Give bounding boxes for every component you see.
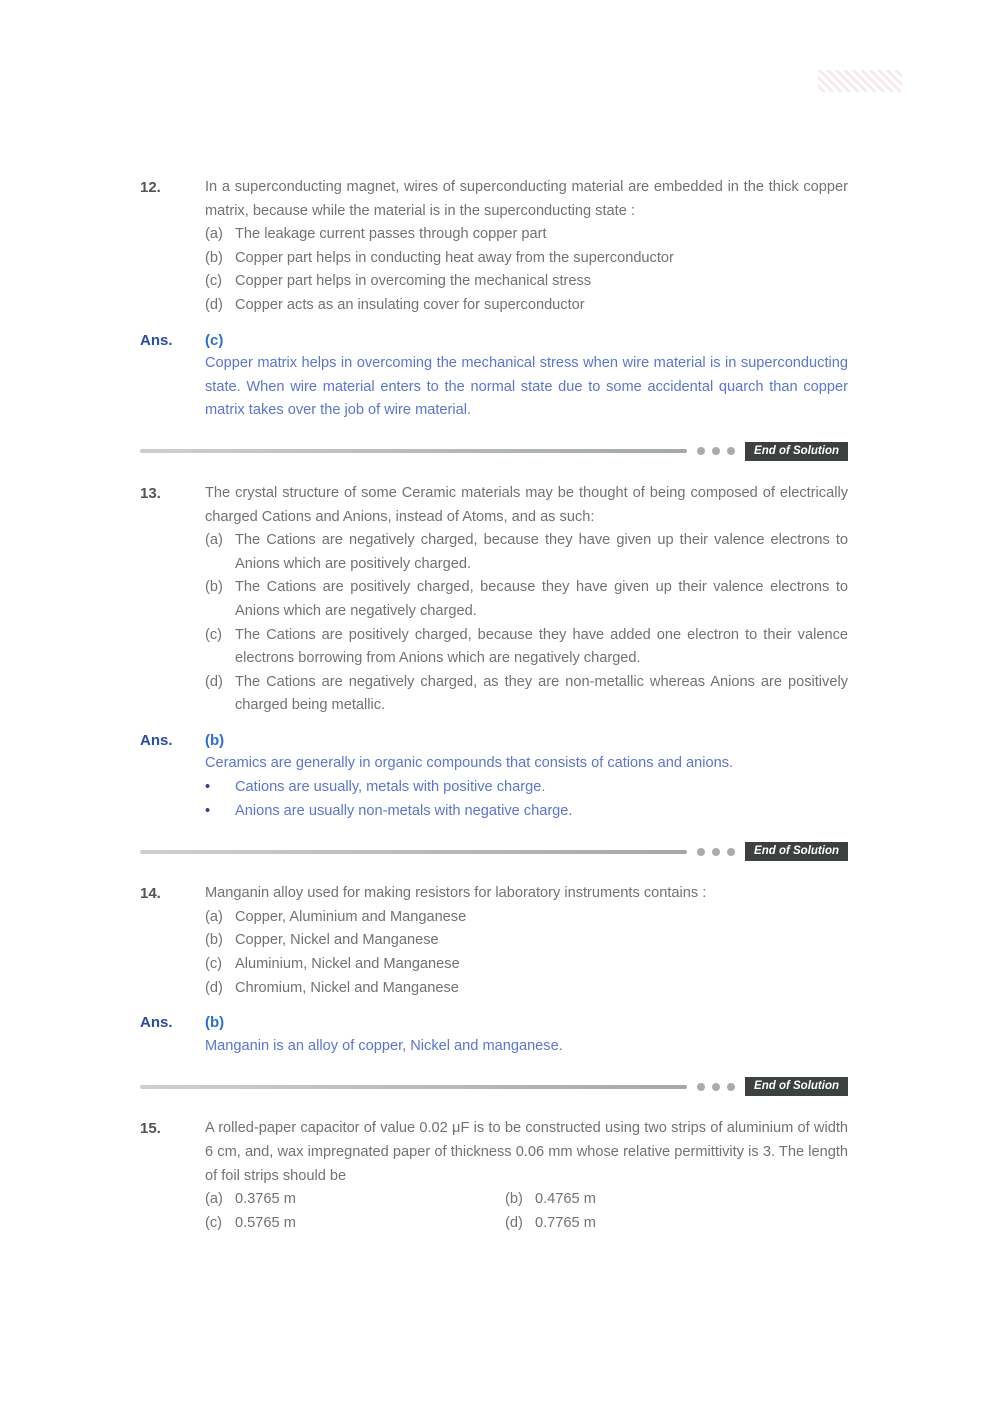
question-block-14 xyxy=(140,882,848,1096)
option-text: 0.5765 m xyxy=(235,1214,296,1231)
answer-choice: (b) xyxy=(205,1014,225,1032)
option-label: (a) xyxy=(205,226,223,243)
option-label: (d) xyxy=(205,673,223,690)
option-label: (b) xyxy=(205,932,223,949)
divider-dot xyxy=(727,447,735,455)
solution-bullet xyxy=(205,776,848,800)
solution-text: Ceramics are generally in organic compounds that consists of cations and anions. xyxy=(205,755,734,772)
answer-label: Ans. xyxy=(140,1014,173,1032)
solutions-page xyxy=(140,176,848,1235)
end-of-solution-divider xyxy=(140,842,848,861)
option-a xyxy=(205,223,848,247)
question-text: Manganin alloy used for making resistors for laboratory instruments contains : xyxy=(205,885,707,902)
option-text: The leakage current passes through copper part xyxy=(235,226,547,243)
question-block-13 xyxy=(140,482,848,861)
question-text: The crystal structure of some Ceramic materials may be thought of being composed of electrically charged Cations and Anions, instead of Atoms, and as such: xyxy=(205,484,848,525)
end-of-solution-badge: End of Solution xyxy=(745,442,848,461)
question-number: 15. xyxy=(140,1120,161,1138)
option-d xyxy=(205,977,848,1001)
option-label: (b) xyxy=(205,579,223,596)
divider-dot xyxy=(697,447,705,455)
answer-label: Ans. xyxy=(140,331,173,349)
divider-dot xyxy=(727,848,735,856)
option-label: (a) xyxy=(205,908,223,925)
option-text: Copper, Aluminium and Manganese xyxy=(235,908,467,925)
option-text: Copper part helps in conducting heat away from the superconductor xyxy=(235,249,674,266)
question-number: 13. xyxy=(140,484,161,502)
option-b xyxy=(205,929,848,953)
option-a xyxy=(205,1188,505,1212)
options-grid xyxy=(205,1188,848,1235)
option-d xyxy=(205,671,848,718)
option-d xyxy=(205,294,848,318)
solution-text: Manganin is an alloy of copper, Nickel and manganese. xyxy=(205,1037,563,1054)
question-number: 12. xyxy=(140,179,161,196)
option-text: Chromium, Nickel and Manganese xyxy=(235,979,459,996)
divider-line xyxy=(140,850,687,854)
option-text: The Cations are negatively charged, because they have given up their valence electrons to Anions which are positively charged. xyxy=(235,532,848,572)
option-c xyxy=(205,1212,505,1236)
corner-watermark xyxy=(818,70,902,92)
end-of-solution-badge: End of Solution xyxy=(745,842,848,861)
option-text: Copper acts as an insulating cover for superconductor xyxy=(235,296,585,313)
answer-label: Ans. xyxy=(140,731,173,749)
divider-dot xyxy=(727,1083,735,1091)
option-label: (b) xyxy=(505,1191,523,1208)
option-text: Aluminium, Nickel and Manganese xyxy=(235,956,460,973)
question-text: A rolled-paper capacitor of value 0.02 μF is to be constructed using two strips of aluminium of width 6 cm, and, wax impregnated paper of thickness 0.06 mm whose relative permittivity is 3. The length of foil strips should be xyxy=(205,1120,848,1184)
answer-line xyxy=(140,729,848,753)
divider-line xyxy=(140,1085,687,1089)
question-block-15 xyxy=(140,1117,848,1235)
option-label: (c) xyxy=(205,956,223,973)
option-label: (c) xyxy=(205,626,223,643)
option-a xyxy=(205,906,848,930)
answer-line xyxy=(140,329,848,353)
answer-line xyxy=(140,1011,848,1035)
solution-text: Copper matrix helps in overcoming the mechanical stress when wire material is in superconducting state. When wire material enters to the normal state due to some accidental quarch than copper matrix takes over the job of wire material. xyxy=(205,355,848,419)
question-block-12 xyxy=(140,176,848,461)
option-c xyxy=(205,953,848,977)
bullet-text: Anions are usually non-metals with negative charge. xyxy=(235,802,573,819)
divider-dot xyxy=(712,1083,720,1091)
option-label: (d) xyxy=(205,296,223,313)
option-text: 0.3765 m xyxy=(235,1191,296,1208)
option-text: 0.7765 m xyxy=(535,1214,596,1231)
option-text: The Cations are positively charged, because they have added one electron to their valence electrons borrowing from Anions which are negatively charged. xyxy=(235,626,848,667)
option-label: (d) xyxy=(505,1214,523,1231)
option-text: The Cations are positively charged, because they have given up their valence electrons to Anions which are negatively charged. xyxy=(235,579,848,619)
option-b xyxy=(205,576,848,623)
option-label: (d) xyxy=(205,979,223,996)
option-text: Copper part helps in overcoming the mechanical stress xyxy=(235,273,592,290)
option-text: 0.4765 m xyxy=(535,1191,596,1208)
option-a xyxy=(205,529,848,576)
option-b xyxy=(205,247,848,271)
option-label: (a) xyxy=(205,1191,223,1208)
option-b xyxy=(505,1188,848,1212)
answer-choice: (c) xyxy=(205,331,224,349)
end-of-solution-divider xyxy=(140,442,848,461)
divider-dot xyxy=(712,848,720,856)
question-number: 14. xyxy=(140,885,161,903)
option-label: (a) xyxy=(205,532,223,549)
divider-dot xyxy=(697,848,705,856)
divider-line xyxy=(140,449,687,453)
option-text: Copper, Nickel and Manganese xyxy=(235,932,439,949)
option-label: (b) xyxy=(205,249,223,266)
option-c xyxy=(205,270,848,294)
option-d xyxy=(505,1212,848,1236)
divider-dot xyxy=(712,447,720,455)
option-label: (c) xyxy=(205,1214,223,1231)
option-c xyxy=(205,624,848,671)
divider-dot xyxy=(697,1083,705,1091)
end-of-solution-divider xyxy=(140,1077,848,1096)
answer-choice: (b) xyxy=(205,731,225,749)
question-text: In a superconducting magnet, wires of superconducting material are embedded in the thick copper matrix, because while the material is in the superconducting state : xyxy=(205,179,848,219)
bullet-text: Cations are usually, metals with positive charge. xyxy=(235,779,546,796)
option-label: (c) xyxy=(205,273,223,290)
end-of-solution-badge: End of Solution xyxy=(745,1077,848,1096)
bullet-icon: • xyxy=(205,779,211,796)
option-text: The Cations are negatively charged, as they are non-metallic whereas Anions are positively charged being metallic. xyxy=(235,673,848,714)
solution-bullet xyxy=(205,800,848,824)
bullet-icon: • xyxy=(205,802,211,819)
